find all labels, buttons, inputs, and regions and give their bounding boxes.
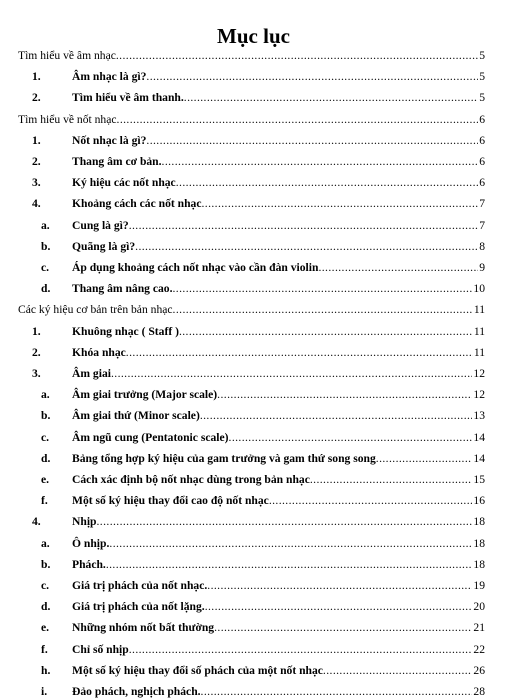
toc-label: Cung là gì?	[72, 218, 129, 232]
toc-item[interactable]	[32, 151, 485, 169]
toc-leader-dots	[109, 537, 472, 551]
toc-leader-dots	[184, 91, 478, 105]
toc-label: Khuông nhạc ( Staff )	[72, 324, 179, 338]
toc-label: Nốt nhạc là gì?	[72, 133, 147, 147]
toc-leader-dots	[162, 155, 479, 169]
toc-label: Giá trị phách của nốt nhạc.	[72, 579, 208, 592]
toc-marker: e.	[41, 473, 50, 486]
toc-label: Âm nhạc là gì?	[72, 70, 147, 84]
toc-marker: c.	[41, 261, 50, 274]
toc-page-number: 10	[473, 282, 485, 296]
toc-leader-dots	[111, 367, 472, 381]
toc-label: Các ký hiệu cơ bản trên bản nhạc	[18, 303, 173, 317]
toc-marker: 1.	[32, 133, 41, 147]
toc-marker: a.	[41, 536, 50, 550]
toc-item[interactable]	[32, 172, 485, 190]
toc-page-number: 19	[473, 579, 485, 592]
toc-label: Âm giai trưởng (Major scale)	[72, 388, 218, 402]
toc-leader-dots	[179, 325, 473, 339]
toc-marker: 3.	[32, 176, 41, 190]
toc-marker: f.	[41, 494, 48, 508]
toc-subitem[interactable]	[41, 469, 485, 487]
toc-label: Một số ký hiệu thay đổi số phách của một nốt nhạc	[72, 663, 323, 677]
toc-subitem[interactable]	[41, 448, 485, 466]
toc-label: Phách.	[72, 557, 106, 571]
toc-page-number: 12	[473, 388, 485, 402]
toc-label: Tìm hiểu về nốt nhạc	[18, 112, 117, 126]
toc-label: Giá trị phách của nốt lặng.	[72, 600, 205, 614]
toc-marker: d.	[41, 282, 51, 296]
toc-item[interactable]	[32, 321, 485, 339]
toc-page-number: 5	[479, 49, 485, 62]
toc-marker: 1.	[32, 70, 41, 84]
toc-label: Khoảng cách các nốt nhạc	[72, 197, 202, 211]
toc-page-number: 6	[479, 133, 485, 147]
toc-page-number: 22	[473, 642, 485, 656]
toc-marker: 1.	[32, 324, 41, 338]
toc-label: Nhịp	[72, 515, 97, 529]
toc-label: Âm giai thứ (Minor scale)	[72, 409, 200, 423]
toc-section[interactable]	[18, 299, 485, 317]
toc-leader-dots	[318, 261, 478, 275]
toc-page-number: 14	[473, 430, 485, 444]
toc-leader-dots	[117, 113, 479, 127]
toc-label: Tìm hiểu về âm thanh.	[72, 91, 184, 105]
toc-label: Đảo phách, nghịch phách.	[72, 685, 201, 698]
toc-item[interactable]	[32, 193, 485, 211]
toc-subitem[interactable]	[41, 490, 485, 508]
toc-leader-dots	[116, 49, 478, 63]
toc-page-number: 18	[473, 515, 485, 529]
toc-page-number: 11	[473, 324, 485, 338]
toc-marker: i.	[41, 685, 48, 698]
toc-page-number: 16	[473, 494, 485, 508]
toc-subitem[interactable]	[41, 617, 485, 635]
toc-subitem[interactable]	[41, 660, 485, 678]
toc-page-number: 26	[473, 663, 485, 677]
toc-leader-dots	[135, 240, 478, 254]
toc-item[interactable]	[32, 66, 485, 84]
toc-leader-dots	[207, 579, 472, 593]
toc-leader-dots	[201, 685, 473, 699]
toc-leader-dots	[106, 558, 473, 572]
toc-page-number: 11	[473, 303, 485, 317]
toc-marker: a.	[41, 218, 50, 232]
toc-marker: a.	[41, 388, 50, 402]
toc-marker: b.	[41, 557, 51, 571]
toc-marker: d.	[41, 451, 51, 465]
toc-label: Những nhóm nốt bất thường	[72, 621, 215, 635]
toc-marker: 2.	[32, 91, 41, 105]
toc-label: Tìm hiểu về âm nhạc	[18, 49, 116, 62]
toc-marker: e.	[41, 621, 50, 635]
toc-page-number: 28	[473, 685, 485, 698]
toc-leader-dots	[126, 346, 473, 360]
toc-page-number: 7	[479, 218, 485, 232]
toc-marker: 3.	[32, 367, 41, 380]
toc-marker: f.	[41, 642, 48, 656]
toc-page-number: 5	[479, 70, 485, 84]
toc-page-number: 14	[473, 451, 485, 465]
toc-subitem[interactable]	[41, 596, 485, 614]
toc-marker: 2.	[32, 345, 41, 359]
toc-marker: d.	[41, 600, 51, 614]
toc-subitem[interactable]	[41, 554, 485, 572]
toc-leader-dots	[376, 452, 473, 466]
toc-label: Khóa nhạc	[72, 345, 126, 359]
toc-page-number: 9	[479, 261, 485, 274]
toc-label: Thang âm nâng cao.	[72, 282, 173, 296]
toc-leader-dots	[173, 303, 473, 317]
toc-label: Chỉ số nhịp	[72, 642, 129, 656]
toc-leader-dots	[229, 431, 473, 445]
toc-page-number: 6	[479, 112, 485, 126]
toc-marker: c.	[41, 430, 50, 444]
toc-leader-dots	[146, 70, 478, 84]
toc-item[interactable]	[32, 130, 485, 148]
toc-page-number: 11	[473, 345, 485, 359]
toc-leader-dots	[323, 664, 472, 678]
toc-subitem[interactable]	[41, 405, 485, 423]
toc-page-number: 18	[473, 557, 485, 571]
toc-subitem[interactable]	[41, 575, 485, 593]
toc-page-number: 18	[473, 536, 485, 550]
toc-subitem[interactable]	[41, 257, 485, 275]
toc-marker: b.	[41, 409, 51, 423]
toc-leader-dots	[269, 494, 473, 508]
toc-label: Cách xác định bộ nốt nhạc dùng trong bản nhạc	[72, 473, 310, 486]
toc-label: Áp dụng khoảng cách nốt nhạc vào cần đàn violin	[72, 261, 319, 274]
toc-page-number: 8	[479, 239, 485, 253]
toc-page-number: 20	[473, 600, 485, 614]
toc-leader-dots	[200, 409, 473, 423]
toc-leader-dots	[146, 134, 478, 148]
toc-marker: 2.	[32, 155, 41, 168]
toc-leader-dots	[217, 388, 472, 402]
toc-marker: h.	[41, 663, 51, 677]
toc-page-number: 6	[479, 176, 485, 190]
toc-label: Âm ngũ cung (Pentatonic scale)	[72, 430, 229, 444]
toc-leader-dots	[176, 176, 478, 190]
toc-subitem[interactable]	[41, 384, 485, 402]
toc-label: Một số ký hiệu thay đổi cao độ nốt nhạc	[72, 494, 269, 508]
toc-section[interactable]	[18, 109, 485, 127]
toc-page-number: 7	[479, 197, 485, 211]
toc-item[interactable]	[32, 363, 485, 381]
toc-item[interactable]	[32, 87, 485, 105]
toc-subitem[interactable]	[41, 639, 485, 657]
toc-leader-dots	[97, 515, 473, 529]
toc-leader-dots	[201, 197, 478, 211]
toc-page-number: 13	[473, 409, 485, 423]
toc-page-number: 15	[473, 473, 485, 486]
toc-item[interactable]	[32, 342, 485, 360]
toc-title: Mục lục	[217, 24, 290, 48]
toc-marker: b.	[41, 239, 51, 253]
toc-subitem[interactable]	[41, 427, 485, 445]
toc-leader-dots	[129, 219, 479, 233]
toc-subitem[interactable]	[41, 681, 485, 699]
toc-page-number: 6	[479, 155, 485, 168]
toc-item[interactable]	[32, 511, 485, 529]
toc-page-number: 5	[479, 91, 485, 105]
toc-leader-dots	[310, 473, 473, 487]
toc-marker: c.	[41, 579, 50, 592]
toc-leader-dots	[173, 282, 473, 296]
toc-subitem[interactable]	[41, 278, 485, 296]
toc-leader-dots	[214, 621, 472, 635]
toc-label: Thang âm cơ bản.	[72, 155, 162, 168]
toc-marker: 4.	[32, 515, 41, 529]
toc-label: Quãng là gì?	[72, 239, 136, 253]
toc-marker: 4.	[32, 197, 41, 211]
toc-label: Bảng tổng hợp ký hiệu của gam trưởng và gam thứ song song	[72, 451, 376, 465]
toc-leader-dots	[205, 600, 473, 614]
toc-label: Ký hiệu các nốt nhạc	[72, 176, 176, 190]
toc-subitem[interactable]	[41, 215, 485, 233]
toc-subitem[interactable]	[41, 533, 485, 551]
toc-label: Âm giai	[72, 367, 111, 380]
toc-leader-dots	[129, 643, 473, 657]
toc-subitem[interactable]	[41, 236, 485, 254]
toc-label: Ô nhịp.	[72, 536, 110, 550]
toc-page-number: 12	[473, 367, 485, 380]
toc-page-number: 21	[473, 621, 485, 635]
toc-section[interactable]	[18, 45, 485, 63]
